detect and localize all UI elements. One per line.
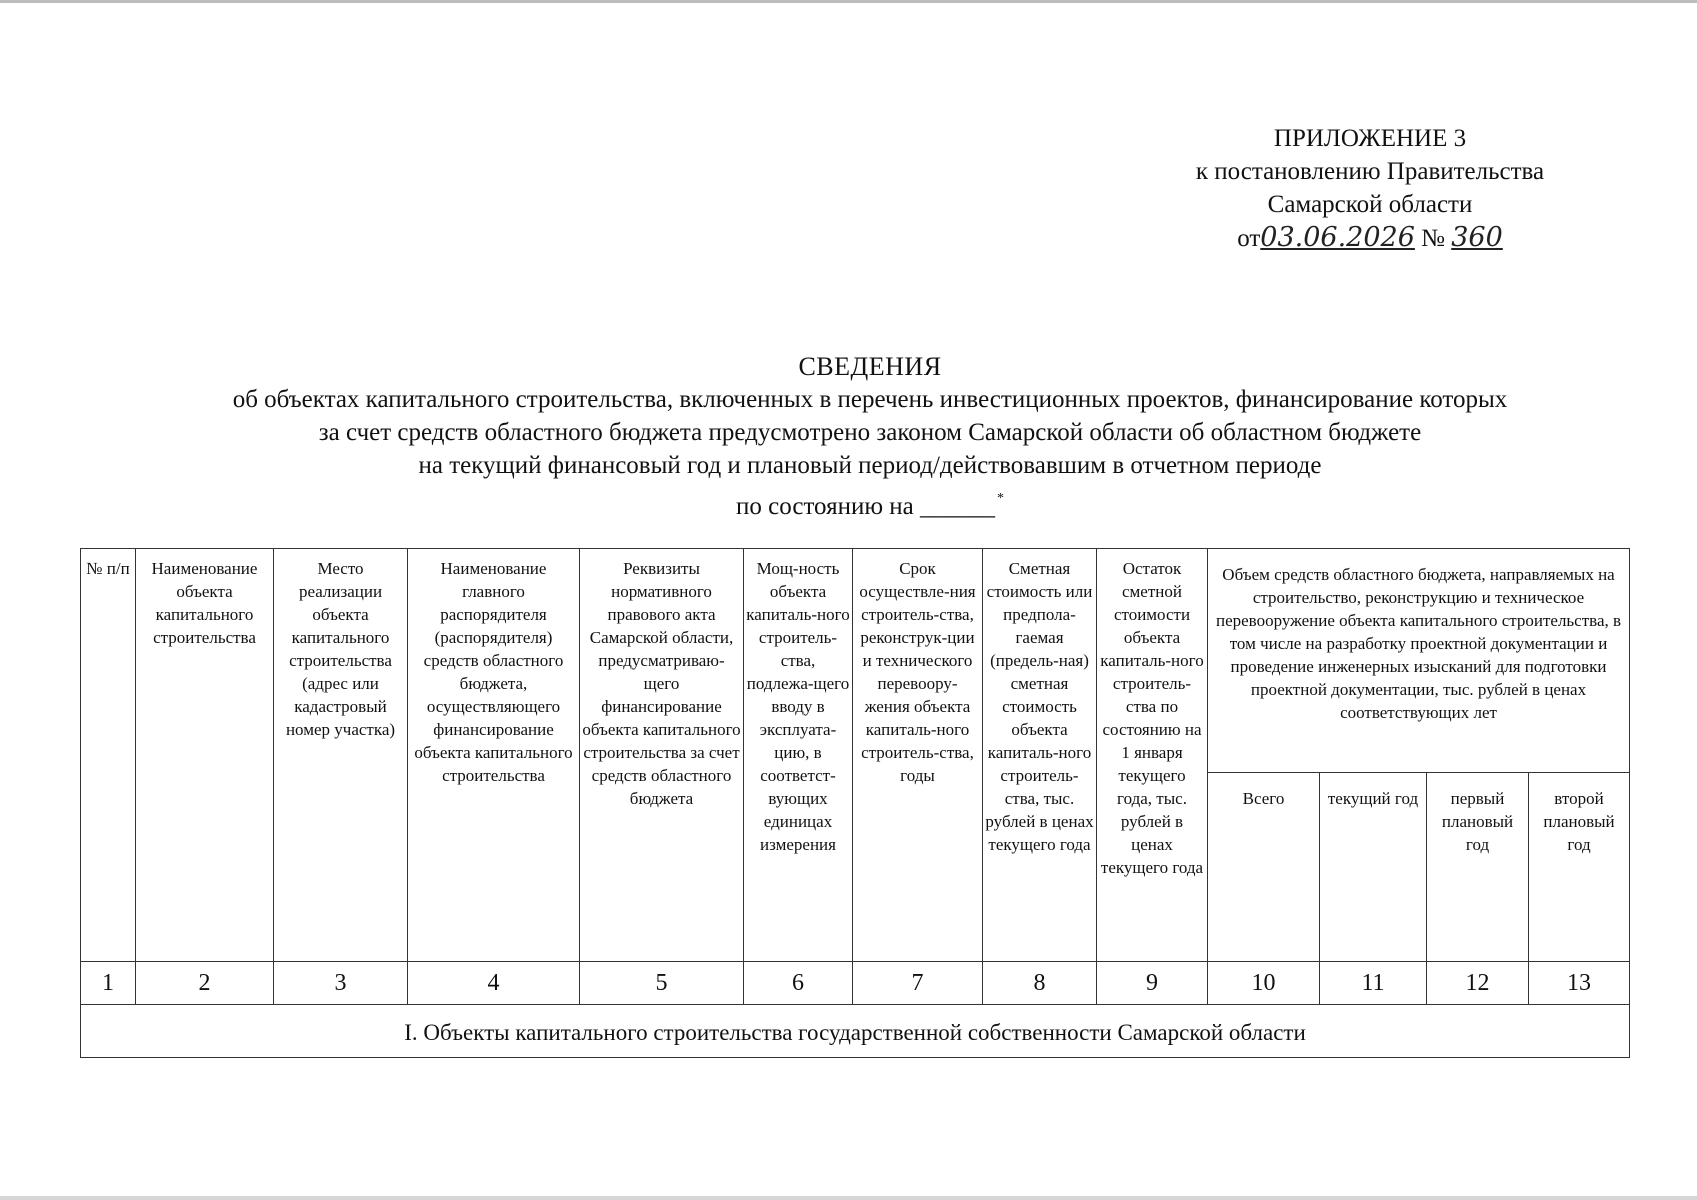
title-line-1: об объектах капитального строительства, включенных в перечень инвестиционных проектов, финансирование которых bbox=[232, 386, 1508, 413]
footnote-mark: * bbox=[996, 491, 1004, 506]
col-number: 9 bbox=[1097, 962, 1208, 1005]
objects-table bbox=[80, 548, 1630, 1058]
section-row bbox=[81, 1005, 1630, 1058]
subcol-second-plan-year: второй плановый год bbox=[1529, 773, 1630, 962]
col-header-3: Место реализации объекта капитального строительства (адрес или кадастровый номер участка) bbox=[274, 549, 408, 962]
col-header-1: № п/п bbox=[81, 549, 136, 962]
col-number: 13 bbox=[1529, 962, 1630, 1005]
col-header-5: Реквизиты нормативного правового акта Самарской области, предусматриваю-щего финансирование объекта капитального строительства за счет средств областного бюджета bbox=[580, 549, 744, 962]
handwritten-date: 03.06.2026 bbox=[1260, 222, 1415, 253]
col-number: 12 bbox=[1427, 962, 1529, 1005]
title-heading: СВЕДЕНИЯ bbox=[798, 352, 942, 381]
document-title bbox=[60, 350, 1680, 523]
col-number: 11 bbox=[1320, 962, 1427, 1005]
appendix-line-2: Самарской области bbox=[1267, 191, 1473, 218]
appendix-line-1: к постановлению Правительства bbox=[1195, 158, 1545, 185]
title-line-2: за счет средств областного бюджета предусмотрено законом Самарской области об областном бюджете bbox=[318, 419, 1422, 446]
col-number: 5 bbox=[580, 962, 744, 1005]
col-header-6: Мощ-ность объекта капиталь-ного строитель-ства, подлежа-щего вводу в эксплуата-цию, в соответст-вующих единицах измерения bbox=[744, 549, 853, 962]
header-row bbox=[81, 549, 1630, 773]
col-header-2: Наименование объекта капитального строительства bbox=[136, 549, 274, 962]
col-number: 6 bbox=[744, 962, 853, 1005]
col-number: 10 bbox=[1208, 962, 1320, 1005]
col-header-7: Срок осуществле-ния строитель-ства, реконструк-ции и технического перевоору-жения объекта капиталь-ного строитель-ства, годы bbox=[853, 549, 983, 962]
col-number: 1 bbox=[81, 962, 136, 1005]
budget-group-header: Объем средств областного бюджета, направляемых на строительство, реконструкцию и техническое перевооружение объекта капитального строительства, в том числе на разработку проектной документации и проведение инженерных изысканий для подготовки проектной документации, тыс. рублей в ценах соответствующих лет bbox=[1208, 549, 1630, 773]
col-number: 4 bbox=[408, 962, 580, 1005]
subcol-first-plan-year: первый плановый год bbox=[1427, 773, 1529, 962]
col-number: 8 bbox=[983, 962, 1097, 1005]
column-numbers-row bbox=[81, 962, 1630, 1005]
appendix-block bbox=[1150, 122, 1590, 255]
title-line-4-wrap bbox=[60, 482, 1680, 523]
scan-edge-bottom bbox=[0, 1196, 1697, 1200]
col-header-4: Наименование главного распорядителя (распорядителя) средств областного бюджета, осуществляющего финансирование объекта капитального строительства bbox=[408, 549, 580, 962]
col-number: 2 bbox=[136, 962, 274, 1005]
col-number: 3 bbox=[274, 962, 408, 1005]
subcol-current-year: текущий год bbox=[1320, 773, 1427, 962]
appendix-date-line bbox=[1150, 221, 1590, 255]
number-prefix: № bbox=[1421, 225, 1445, 252]
subcol-total: Всего bbox=[1208, 773, 1320, 962]
scan-edge-top bbox=[0, 0, 1697, 3]
appendix-title: ПРИЛОЖЕНИЕ 3 bbox=[1273, 125, 1467, 152]
col-number: 7 bbox=[853, 962, 983, 1005]
section-title: I. Объекты капитального строительства государственной собственности Самарской области bbox=[81, 1005, 1630, 1058]
handwritten-number: 360 bbox=[1451, 222, 1503, 253]
title-line-3: на текущий финансовый год и плановый период/действовавшим в отчетном периоде bbox=[418, 452, 1322, 479]
date-prefix: от bbox=[1237, 225, 1261, 252]
col-header-8: Сметная стоимость или предпола-гаемая (предель-ная) сметная стоимость объекта капиталь-ного строитель-ства, тыс. рублей в ценах текущего года bbox=[983, 549, 1097, 962]
col-header-9: Остаток сметной стоимости объекта капиталь-ного строитель-ства по состоянию на 1 января текущего года, тыс. рублей в ценах текущего года bbox=[1097, 549, 1208, 962]
title-line-4: по состоянию на ______ bbox=[736, 493, 995, 520]
